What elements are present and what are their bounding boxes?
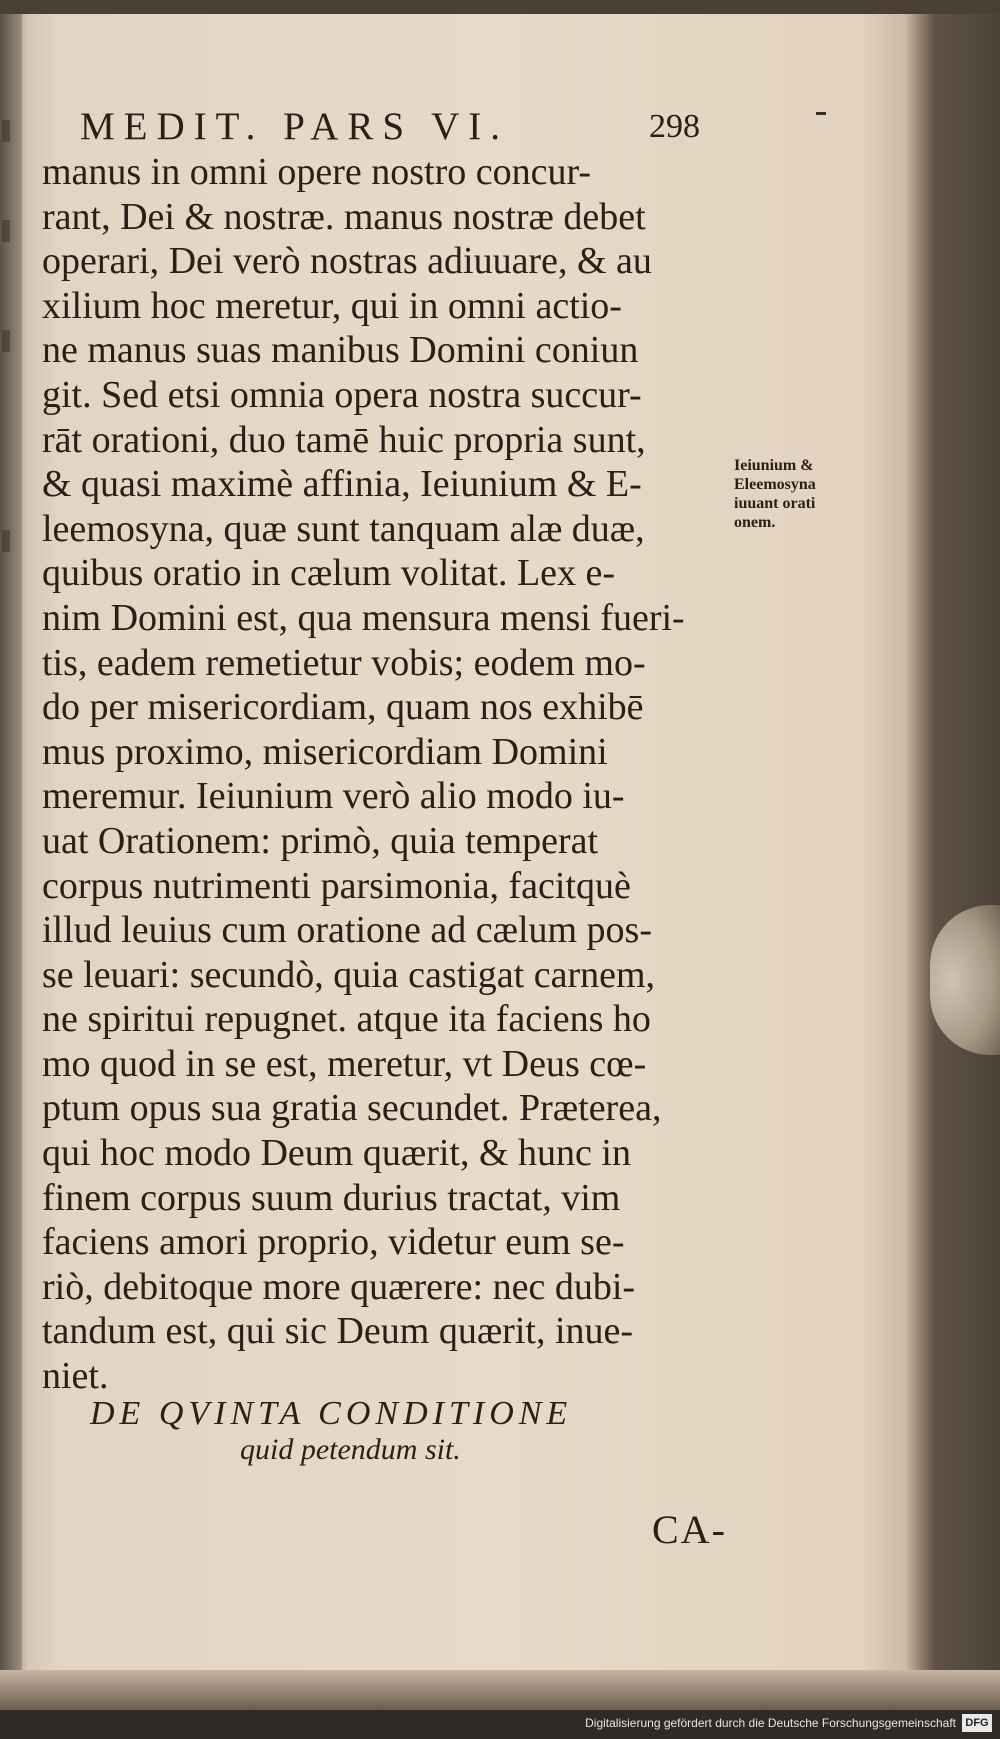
chapter-title: DE QVINTA CONDITIONE [90,1395,573,1432]
marginal-note-line: onem. [734,514,776,531]
text-line: meremur. Ieiunium verò alio modo iu- [42,775,625,818]
text-line: manus in omni opere nostro concur- [42,151,592,193]
page-number: 298 [649,108,700,145]
marginal-note-line: iuuant orati [734,495,816,512]
marginal-note [734,456,894,532]
text-line: ne manus suas manibus Domini coniun [42,329,639,372]
text-line: git. Sed etsi omnia opera nostra succur- [42,373,642,416]
chapter-subtitle: quid petendum sit. [240,1433,461,1466]
text-line: qui hoc modo Deum quærit, & hunc in [42,1132,631,1175]
ink-mark [816,112,826,115]
text-line: tis, eadem remetietur vobis; eodem mo- [42,641,646,684]
text-line: faciens amori proprio, videtur eum se- [42,1221,625,1264]
text-line: mo quod in se est, meretur, vt Deus cœ- [42,1042,647,1085]
text-line: xilium hoc meretur, qui in omni actio- [42,284,622,327]
text-line: uat Orationem: primò, quia temperat [42,819,599,862]
text-line: riò, debitoque more quærere: nec dubi- [42,1265,636,1308]
footer-credit: Digitalisierung gefördert durch die Deutsche Forschungsgemeinschaft [585,1716,956,1730]
text-line: ne spiritui repugnet. atque ita faciens ho [42,998,651,1041]
text-line: leemosyna, quæ sunt tanquam alæ duæ, [42,507,645,550]
text-line: rant, Dei & nostræ. manus nostræ debet [42,195,646,238]
chapter-heading [90,1395,740,1467]
text-line: ptum opus sua gratia secundet. Præterea, [42,1087,662,1130]
binding-mark [2,220,10,242]
text-line: rāt orationi, duo tamē huic propria sunt, [42,418,646,461]
page-bottom-edge [0,1670,1000,1710]
catchword: CA- [652,1507,727,1552]
text-line: operari, Dei verò nostras adiuuare, & au [42,240,652,283]
binding-mark [2,120,10,142]
binding-mark [2,330,10,352]
text-line: se leuari: secundò, quia castigat carnem, [42,953,656,996]
running-title: MEDIT. PARS VI. [80,105,510,148]
text-line: mus proximo, misericordiam Domini [42,730,608,773]
binding-mark [2,530,10,552]
text-line: & quasi maximè affinia, Ieiunium & E- [42,463,642,506]
marginal-note-line: Eleemosyna [734,476,816,493]
text-line: quibus oratio in cælum volitat. Lex e- [42,552,616,595]
text-line: corpus nutrimenti parsimonia, facitquè [42,864,631,907]
binding-shadow [0,14,22,1674]
text-line: illud leuius cum oratione ad cælum pos- [42,909,653,952]
text-line: do per misericordiam, quam nos exhibē [42,686,644,729]
marginal-note-line: Ieiunium & [734,457,814,474]
text-line: nim Domini est, qua mensura mensi fueri- [42,596,685,639]
text-line: niet. [42,1355,109,1398]
page-header [80,104,700,154]
page-top-edge [0,0,1000,14]
text-line: tandum est, qui sic Deum quærit, inue- [42,1310,634,1353]
dfg-logo: DFG [962,1714,992,1732]
text-line: finem corpus suum durius tractat, vim [42,1176,621,1219]
body-text [42,150,732,1399]
